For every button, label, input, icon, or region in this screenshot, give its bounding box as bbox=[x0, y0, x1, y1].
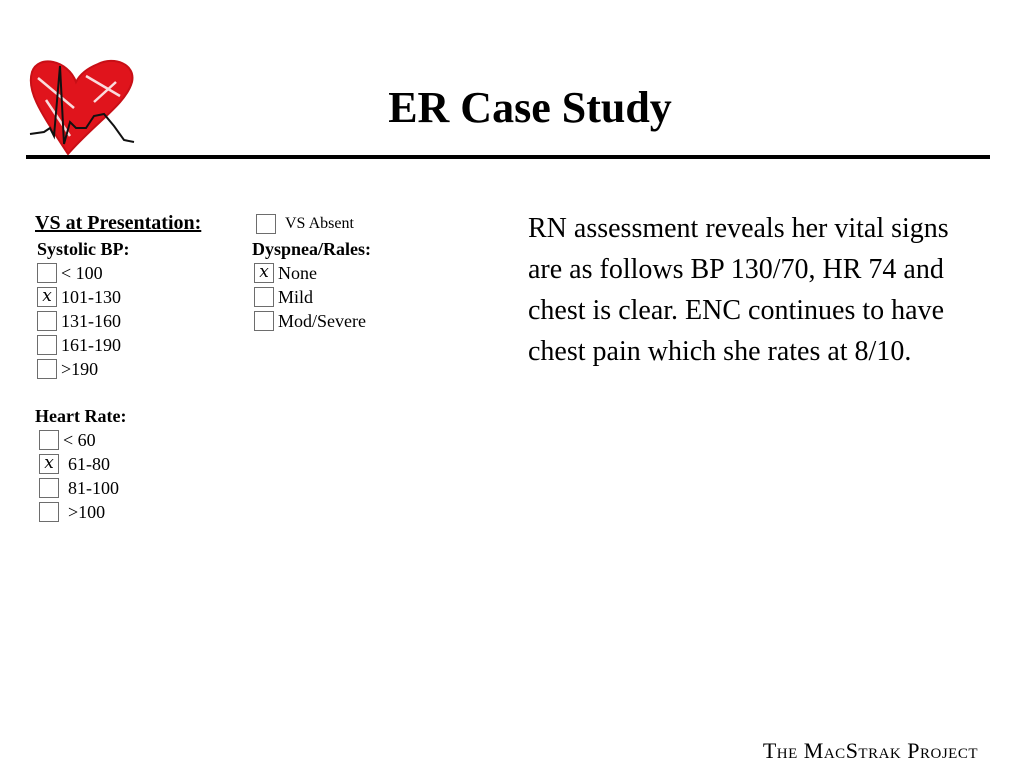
heart-rate-option-label: 81-100 bbox=[68, 478, 119, 498]
heart-rate-group bbox=[35, 404, 126, 524]
dyspnea-rales-heading: Dyspnea/Rales: bbox=[252, 239, 372, 259]
systolic-checkbox[interactable] bbox=[37, 311, 57, 331]
heart-rate-option-label: >100 bbox=[68, 502, 106, 522]
heart-rate-heading: Heart Rate: bbox=[35, 406, 127, 426]
heart-rate-option-label: < 60 bbox=[63, 430, 96, 450]
systolic-bp-group bbox=[37, 237, 130, 381]
systolic-checkbox[interactable]: x bbox=[37, 287, 57, 307]
heart-rate-checkbox[interactable] bbox=[39, 502, 59, 522]
heart-rate-checkbox[interactable] bbox=[39, 478, 59, 498]
systolic-option-label: < 100 bbox=[61, 263, 103, 283]
assessment-narrative: RN assessment reveals her vital signs are as follows BP 130/70, HR 74 and chest is clear. ENC continues to have chest pain which she rates at 8/10. bbox=[528, 213, 949, 367]
dyspnea-option[interactable] bbox=[254, 309, 371, 333]
heart-rate-option-label: 61-80 bbox=[68, 454, 110, 474]
systolic-checkbox[interactable] bbox=[37, 335, 57, 355]
dyspnea-checkbox[interactable]: x bbox=[254, 263, 274, 283]
systolic-option-label: >190 bbox=[61, 359, 99, 379]
slide-title: ER Case Study bbox=[388, 83, 672, 132]
heart-rate-option[interactable] bbox=[39, 428, 126, 452]
vs-absent-option[interactable] bbox=[256, 213, 354, 235]
heart-rate-checkbox[interactable] bbox=[39, 430, 59, 450]
dyspnea-checkbox[interactable] bbox=[254, 311, 274, 331]
systolic-option-label: 161-190 bbox=[61, 335, 121, 355]
vs-absent-label: VS Absent bbox=[285, 215, 354, 232]
heart-rate-checkbox[interactable]: x bbox=[39, 454, 59, 474]
dyspnea-option[interactable] bbox=[254, 285, 371, 309]
systolic-option[interactable] bbox=[37, 357, 130, 381]
dyspnea-option-label: None bbox=[278, 263, 317, 283]
dyspnea-option-label: Mod/Severe bbox=[278, 311, 366, 331]
footer-project-name: The MacStrak Project bbox=[762, 738, 978, 763]
heart-rate-option[interactable] bbox=[39, 476, 126, 500]
systolic-option[interactable] bbox=[37, 285, 130, 309]
systolic-option[interactable] bbox=[37, 261, 130, 285]
systolic-option[interactable] bbox=[37, 309, 130, 333]
vs-absent-checkbox[interactable] bbox=[256, 214, 276, 234]
dyspnea-option[interactable] bbox=[254, 261, 371, 285]
heart-rate-option[interactable] bbox=[39, 500, 126, 524]
dyspnea-rales-group bbox=[252, 237, 371, 333]
dyspnea-option-label: Mild bbox=[278, 287, 314, 307]
dyspnea-checkbox[interactable] bbox=[254, 287, 274, 307]
systolic-checkbox[interactable] bbox=[37, 263, 57, 283]
title-divider bbox=[26, 155, 990, 159]
systolic-checkbox[interactable] bbox=[37, 359, 57, 379]
systolic-option-label: 101-130 bbox=[61, 287, 121, 307]
systolic-option-label: 131-160 bbox=[61, 311, 121, 331]
vs-presentation-heading: VS at Presentation: bbox=[35, 212, 202, 234]
heart-ecg-icon bbox=[24, 52, 142, 160]
heart-rate-option[interactable] bbox=[39, 452, 126, 476]
systolic-option[interactable] bbox=[37, 333, 130, 357]
systolic-bp-heading: Systolic BP: bbox=[37, 239, 130, 259]
